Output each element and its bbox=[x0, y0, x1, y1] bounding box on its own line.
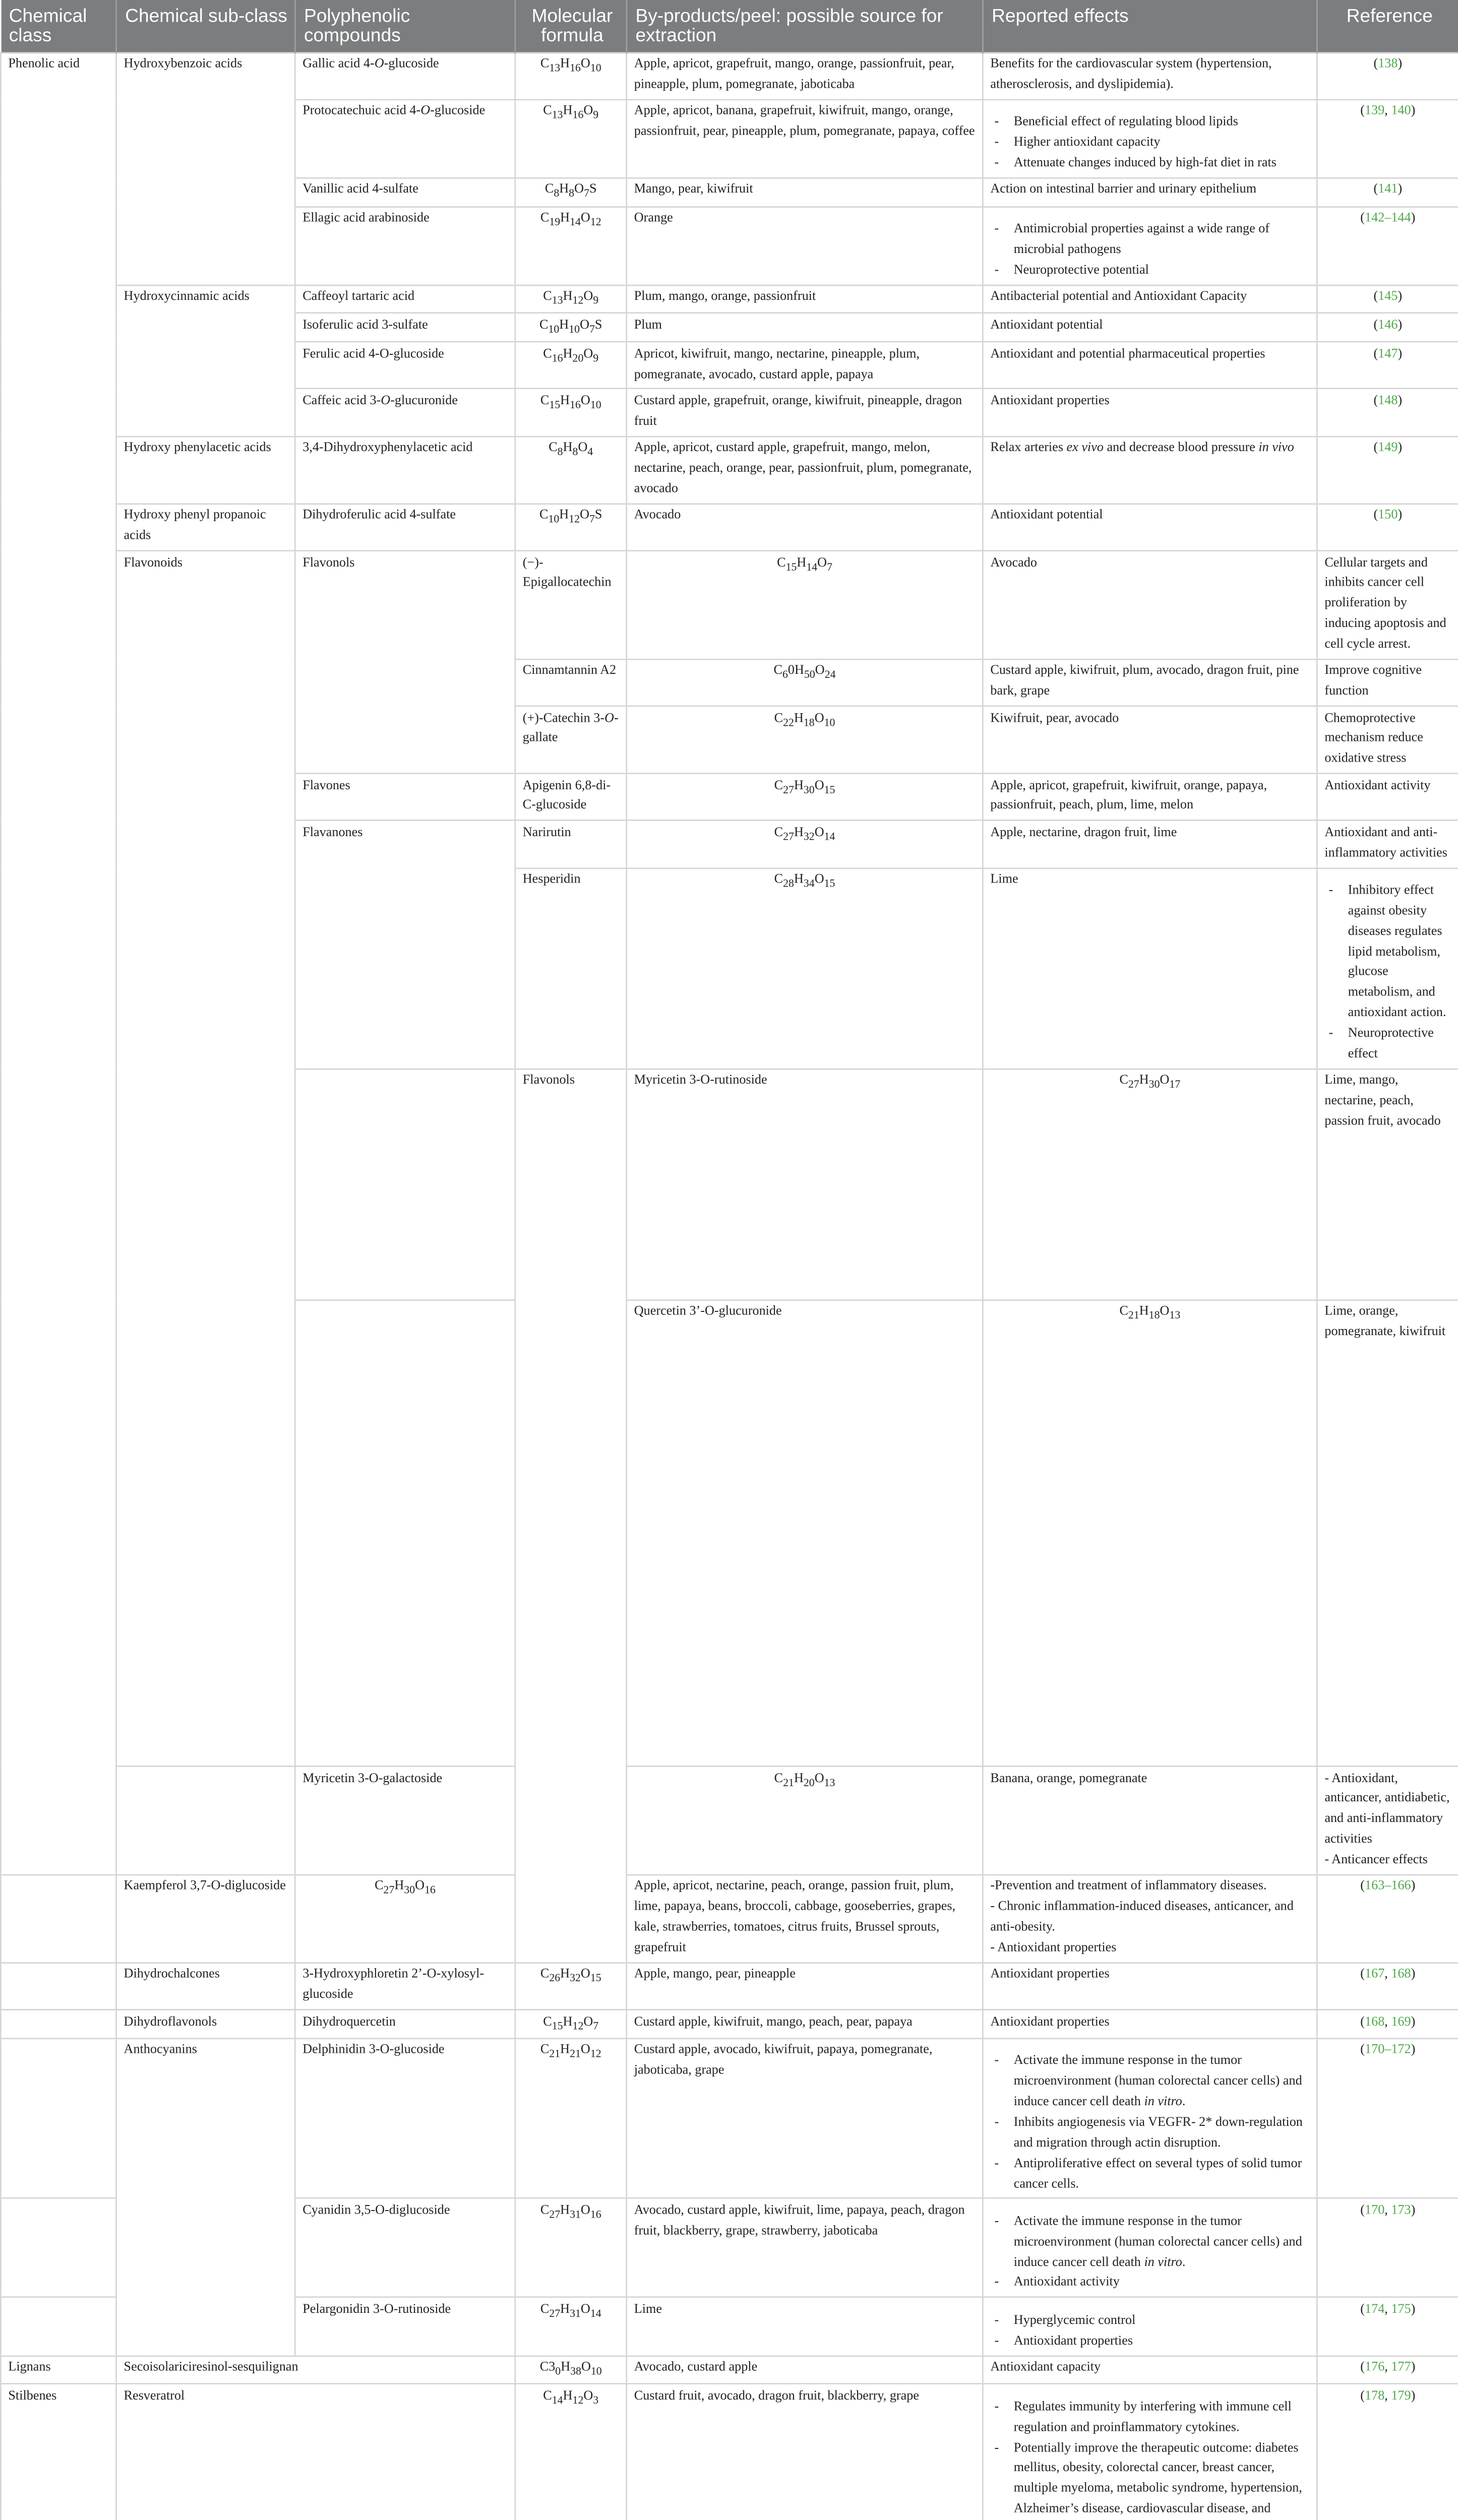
reported-effects-cell bbox=[1317, 1767, 1458, 1875]
table-row bbox=[1, 436, 1458, 503]
effects-line: - Antioxidant properties bbox=[990, 1940, 1117, 1956]
reference-cell bbox=[1317, 389, 1458, 436]
reference-link: 175 bbox=[1391, 2301, 1411, 2317]
reported-effects-cell: Relax arteries ex vivo and decrease blood pressure in vivo bbox=[983, 436, 1317, 503]
reported-effects-cell: Cellular targets and inhibits cancer cell proliferation by inducing apoptosis and cell cycle arrest. bbox=[1317, 551, 1458, 659]
molecular-formula-cell: $C_{27}H_{30}O_{16}$ bbox=[295, 1875, 515, 1963]
compound-cell: 3,4-Dihydroxyphenylacetic acid bbox=[295, 436, 515, 503]
reference-close-paren: ) bbox=[1411, 2202, 1416, 2218]
effects-list-item: - Neuroprotective potential bbox=[990, 261, 1309, 282]
reference-close-paren: ) bbox=[1398, 393, 1403, 409]
source-cell: Apple, mango, pear, pineapple bbox=[627, 1963, 983, 2009]
compound-cell: (+)-Catechin 3-O-gallate bbox=[515, 706, 627, 774]
chemical-subclass-cell: Flavanones bbox=[295, 821, 515, 1068]
reference-cell bbox=[1317, 207, 1458, 285]
reported-effects-cell: Antioxidant and potential pharmaceutical properties bbox=[983, 342, 1317, 389]
reference-cell bbox=[1317, 2010, 1458, 2039]
source-cell: Custard apple, grapefruit, orange, kiwifruit, pineapple, dragon fruit bbox=[627, 389, 983, 436]
compound-cell: Isoferulic acid 3-sulfate bbox=[295, 313, 515, 342]
reference-link: 179 bbox=[1391, 2388, 1411, 2404]
header-reported-effects: Reported effects bbox=[983, 0, 1317, 52]
compound-cell: Caffeic acid 3-O-glucuronide bbox=[295, 389, 515, 436]
chemical-subclass-cell: Secoisolariciresinol-sesquilignan bbox=[116, 2356, 515, 2384]
compound-cell: 3-Hydroxyphloretin 2’-O-xylosyl-glucoside bbox=[295, 1963, 515, 2009]
molecular-formula-cell: $C_{13}H_{16}O_9$ bbox=[515, 99, 627, 178]
chemical-class-cell bbox=[1, 2038, 116, 2198]
source-cell: Apple, apricot, banana, grapefruit, kiwifruit, mango, orange, passionfruit, pear, pineapple, plum, pomegranate, papaya, coffee bbox=[627, 99, 983, 178]
reference-cell bbox=[1317, 1875, 1458, 1963]
reference-link: 138 bbox=[1378, 56, 1398, 72]
reference-link: 170–172 bbox=[1365, 2042, 1411, 2058]
chemical-subclass-cell: Hydroxycinnamic acids bbox=[116, 285, 295, 436]
molecular-formula-cell: $C_{27}H_{31}O_{16}$ bbox=[515, 2198, 627, 2297]
source-cell: Apricot, kiwifruit, mango, nectarine, pineapple, plum, pomegranate, avocado, custard apple, papaya bbox=[627, 342, 983, 389]
compound-cell: Gallic acid 4-O-glucoside bbox=[295, 52, 515, 99]
reference-open-paren: ( bbox=[1373, 56, 1378, 72]
effects-list-item: - Hyperglycemic control bbox=[990, 2311, 1309, 2332]
effects-line: -Prevention and treatment of inflammatory diseases. bbox=[990, 1879, 1267, 1895]
effects-list-item: - Higher antioxidant capacity bbox=[990, 134, 1309, 154]
reference-close-paren: ) bbox=[1398, 318, 1403, 333]
table-row bbox=[1, 2384, 1458, 2520]
header-polyphenolic-compounds: Polyphenolic compounds bbox=[295, 0, 515, 52]
reference-link: 148 bbox=[1378, 393, 1398, 409]
compound-cell: Apigenin 6,8-di-C-glucoside bbox=[515, 774, 627, 821]
molecular-formula-cell: $C3_0H_{38}O_{10}$ bbox=[515, 2356, 627, 2384]
reference-open-paren: ( bbox=[1360, 103, 1365, 119]
molecular-formula-cell: $C_{27}H_{30}O_{17}$ bbox=[983, 1069, 1317, 1300]
source-cell: Banana, orange, pomegranate bbox=[983, 1767, 1317, 1875]
effects-list-item: - Activate the immune response in the tumor microenvironment (human colorectal cancer cells) and induce cancer cell death in vitro. bbox=[990, 2052, 1309, 2114]
reference-link: 149 bbox=[1378, 440, 1398, 456]
chemical-class-cell bbox=[1, 2010, 116, 2039]
chemical-class-cell: Lignans bbox=[1, 2356, 116, 2384]
reference-open-paren: ( bbox=[1360, 2202, 1365, 2218]
reference-cell bbox=[1317, 2038, 1458, 2198]
chemical-class-cell bbox=[295, 1069, 515, 1300]
table-row bbox=[1, 285, 1458, 313]
source-cell: Apple, apricot, grapefruit, kiwifruit, orange, papaya, passionfruit, peach, plum, lime, melon bbox=[983, 774, 1317, 821]
reference-link: 173 bbox=[1391, 2202, 1411, 2218]
reported-effects-cell bbox=[983, 1875, 1317, 1963]
table-row bbox=[1, 1963, 1458, 2009]
effects-list-item: - Inhibitory effect against obesity diseases regulates lipid metabolism, glucose metabolism, and antioxidant action. bbox=[1324, 881, 1451, 1025]
effects-list-item: - Antimicrobial properties against a wide range of microbial pathogens bbox=[990, 220, 1309, 261]
effects-list bbox=[990, 102, 1309, 174]
effects-list-item: - Antiproliferative effect on several types of solid tumor cancer cells. bbox=[990, 2154, 1309, 2195]
compound-cell: Narirutin bbox=[515, 821, 627, 867]
reported-effects-cell: Antioxidant and anti-inflammatory activities bbox=[1317, 821, 1458, 867]
chemical-subclass-cell: Hydroxy phenyl propanoic acids bbox=[116, 503, 295, 550]
reference-link: 178 bbox=[1365, 2388, 1385, 2404]
chemical-class-cell bbox=[1, 2298, 116, 2356]
chemical-subclass-cell: Hydroxybenzoic acids bbox=[116, 52, 295, 285]
reported-effects-cell: Antioxidant potential bbox=[983, 503, 1317, 550]
molecular-formula-cell: $C_{10}H_{10}O_7S$ bbox=[515, 313, 627, 342]
reference-link: 139 bbox=[1365, 103, 1385, 119]
source-cell: Avocado bbox=[983, 551, 1317, 659]
reported-effects-cell: Chemoprotective mechanism reduce oxidative stress bbox=[1317, 706, 1458, 774]
effects-list bbox=[990, 2387, 1309, 2520]
table-row bbox=[1, 2010, 1458, 2039]
chemical-subclass-cell: Flavonols bbox=[295, 551, 515, 774]
effects-line: - Antioxidant, anticancer, antidiabetic, and anti-inflammatory activities bbox=[1324, 1771, 1450, 1847]
effects-list-item: - Inhibits angiogenesis via VEGFR- 2* down-regulation and migration through actin disruption. bbox=[990, 2113, 1309, 2154]
effects-list bbox=[1324, 870, 1451, 1065]
reference-cell bbox=[1317, 178, 1458, 207]
reference-cell bbox=[1317, 503, 1458, 550]
source-cell: Orange bbox=[627, 207, 983, 285]
chemical-class-cell bbox=[1, 1963, 116, 2009]
reported-effects-cell: Antioxidant potential bbox=[983, 313, 1317, 342]
reference-cell bbox=[1317, 2356, 1458, 2384]
reference-open-paren: ( bbox=[1360, 2388, 1365, 2404]
effects-list-item: - Neuroprotective effect bbox=[1324, 1025, 1451, 1065]
reference-link: 141 bbox=[1378, 181, 1398, 197]
reference-close-paren: ) bbox=[1411, 1967, 1416, 1982]
compound-cell: Dihydroferulic acid 4-sulfate bbox=[295, 503, 515, 550]
source-cell: Kiwifruit, pear, avocado bbox=[983, 706, 1317, 774]
molecular-formula-cell: $C_{10}H_{12}O_7S$ bbox=[515, 503, 627, 550]
compound-cell: Protocatechuic acid 4-O-glucoside bbox=[295, 99, 515, 178]
source-cell: Lime bbox=[983, 868, 1317, 1069]
reference-separator: , bbox=[1384, 2301, 1391, 2317]
source-cell: Lime, mango, nectarine, peach, passion fruit, avocado bbox=[1317, 1069, 1458, 1300]
molecular-formula-cell: $C_{19}H_{14}O_{12}$ bbox=[515, 207, 627, 285]
reference-close-paren: ) bbox=[1411, 2388, 1416, 2404]
reference-open-paren: ( bbox=[1360, 1967, 1365, 1982]
table-row bbox=[1, 1767, 1458, 1875]
reported-effects-cell: Antioxidant properties bbox=[983, 2010, 1317, 2039]
reference-close-paren: ) bbox=[1398, 508, 1403, 523]
molecular-formula-cell: $C_{16}H_{20}O_9$ bbox=[515, 342, 627, 389]
header-row bbox=[1, 0, 1458, 52]
source-cell: Mango, pear, kiwifruit bbox=[627, 178, 983, 207]
reference-open-paren: ( bbox=[1360, 1879, 1365, 1895]
compound-cell: Kaempferol 3,7-O-diglucoside bbox=[116, 1875, 295, 1963]
reference-close-paren: ) bbox=[1398, 346, 1403, 361]
compound-cell: Ferulic acid 4-O-glucoside bbox=[295, 342, 515, 389]
reference-cell bbox=[1317, 342, 1458, 389]
reported-effects-cell: Antibacterial potential and Antioxidant Capacity bbox=[983, 285, 1317, 313]
reported-effects-cell bbox=[1317, 868, 1458, 1069]
reported-effects-cell bbox=[983, 207, 1317, 285]
source-cell: Custard fruit, avocado, dragon fruit, blackberry, grape bbox=[627, 2384, 983, 2520]
reference-cell bbox=[1317, 436, 1458, 503]
compound-cell: Delphinidin 3-O-glucoside bbox=[295, 2038, 515, 2198]
compound-cell: Ellagic acid arabinoside bbox=[295, 207, 515, 285]
reference-open-paren: ( bbox=[1360, 2301, 1365, 2317]
reference-open-paren: ( bbox=[1373, 181, 1378, 197]
compound-cell: (−)-Epigallocatechin bbox=[515, 551, 627, 659]
reference-separator: , bbox=[1384, 2202, 1391, 2218]
source-cell: Plum, mango, orange, passionfruit bbox=[627, 285, 983, 313]
reference-open-paren: ( bbox=[1373, 289, 1378, 304]
header-reference: Reference bbox=[1317, 0, 1458, 52]
effects-list bbox=[990, 2201, 1309, 2294]
compound-cell: Myricetin 3-O-rutinoside bbox=[627, 1069, 983, 1300]
reference-link: 150 bbox=[1378, 508, 1398, 523]
reference-separator: , bbox=[1384, 1967, 1391, 1982]
reference-link: 168 bbox=[1365, 2013, 1385, 2029]
reference-open-paren: ( bbox=[1373, 393, 1378, 409]
reference-link: 177 bbox=[1391, 2359, 1411, 2375]
reference-link: 169 bbox=[1391, 2013, 1411, 2029]
table-row bbox=[1, 503, 1458, 550]
reference-open-paren: ( bbox=[1373, 440, 1378, 456]
reference-cell bbox=[1317, 52, 1458, 99]
reference-open-paren: ( bbox=[1373, 508, 1378, 523]
source-cell: Apple, apricot, custard apple, grapefruit, mango, melon, nectarine, peach, orange, pear, passionfruit, plum, pomegranate, avocado bbox=[627, 436, 983, 503]
header-chemical-class: Chemical class bbox=[1, 0, 116, 52]
reported-effects-cell: Antioxidant properties bbox=[983, 389, 1317, 436]
reference-cell bbox=[1317, 313, 1458, 342]
chemical-subclass-cell: Dihydroflavonols bbox=[116, 2010, 295, 2039]
effects-list bbox=[990, 2300, 1309, 2352]
reported-effects-cell bbox=[983, 2038, 1317, 2198]
table-body bbox=[1, 52, 1458, 2520]
reference-link: 146 bbox=[1378, 318, 1398, 333]
molecular-formula-cell: $C_{14}H_{12}O_3$ bbox=[515, 2384, 627, 2520]
reported-effects-cell: Action on intestinal barrier and urinary epithelium bbox=[983, 178, 1317, 207]
molecular-formula-cell: $C_{21}H_{20}O_{13}$ bbox=[627, 1767, 983, 1875]
molecular-formula-cell: $C_{27}H_{32}O_{14}$ bbox=[627, 821, 983, 867]
chemical-subclass-cell: Hydroxy phenylacetic acids bbox=[116, 436, 295, 503]
compound-cell: Cinnamtannin A2 bbox=[515, 659, 627, 706]
effects-list-item: - Activate the immune response in the tumor microenvironment (human colorectal cancer cells) and induce cancer cell death in vitro. bbox=[990, 2213, 1309, 2274]
effects-list bbox=[990, 2041, 1309, 2195]
source-cell: Apple, apricot, grapefruit, mango, orange, passionfruit, pear, pineapple, plum, pomegranate, jaboticaba bbox=[627, 52, 983, 99]
chemical-class-cell bbox=[116, 1767, 295, 1875]
molecular-formula-cell: $C_{15}H_{14}O_7$ bbox=[627, 551, 983, 659]
reference-cell bbox=[1317, 2298, 1458, 2356]
effects-list bbox=[990, 209, 1309, 281]
reference-link: 147 bbox=[1378, 346, 1398, 361]
chemical-subclass-cell: Resveratrol bbox=[116, 2384, 515, 2520]
compound-cell: Dihydroquercetin bbox=[295, 2010, 515, 2039]
compound-cell: Cyanidin 3,5-O-diglucoside bbox=[295, 2198, 515, 2297]
compound-cell: Hesperidin bbox=[515, 868, 627, 1069]
molecular-formula-cell: $C_{28}H_{34}O_{15}$ bbox=[627, 868, 983, 1069]
molecular-formula-cell: $C_60H_{50}O_{24}$ bbox=[627, 659, 983, 706]
reference-close-paren: ) bbox=[1411, 2042, 1416, 2058]
table-row bbox=[1, 1875, 1458, 1963]
reference-link: 170 bbox=[1365, 2202, 1385, 2218]
effects-list-item: - Antioxidant properties bbox=[990, 2332, 1309, 2352]
reference-link: 174 bbox=[1365, 2301, 1385, 2317]
reported-effects-cell bbox=[983, 2384, 1317, 2520]
effects-line: - Anticancer effects bbox=[1324, 1852, 1428, 1868]
molecular-formula-cell: $C_{13}H_{12}O_9$ bbox=[515, 285, 627, 313]
reference-close-paren: ) bbox=[1398, 181, 1403, 197]
molecular-formula-cell: $C_{15}H_{12}O_7$ bbox=[515, 2010, 627, 2039]
effects-list-item: - Potentially improve the therapeutic outcome: diabetes mellitus, obesity, colorectal cancer, breast cancer, multiple myeloma, metabolic syndrome, hypertension, Alzheimer’s disease, cardiovascular disease, and bbox=[990, 2439, 1309, 2520]
molecular-formula-cell: $C_{27}H_{30}O_{15}$ bbox=[627, 774, 983, 821]
chemical-subclass-cell: Flavonols bbox=[515, 1069, 627, 1963]
reported-effects-cell: Improve cognitive function bbox=[1317, 659, 1458, 706]
reference-close-paren: ) bbox=[1411, 1879, 1416, 1895]
chemical-class-cell: Stilbenes bbox=[1, 2384, 116, 2520]
chemical-class-cell: Flavonoids bbox=[116, 551, 295, 1767]
reference-cell bbox=[1317, 285, 1458, 313]
reported-effects-cell bbox=[983, 99, 1317, 178]
reference-open-paren: ( bbox=[1360, 2042, 1365, 2058]
reference-close-paren: ) bbox=[1411, 2013, 1416, 2029]
effects-list-item: - Attenuate changes induced by high-fat diet in rats bbox=[990, 154, 1309, 174]
reference-close-paren: ) bbox=[1411, 2359, 1416, 2375]
compound-cell: Vanillic acid 4-sulfate bbox=[295, 178, 515, 207]
reported-effects-cell bbox=[983, 2198, 1317, 2297]
header-chemical-subclass: Chemical sub-class bbox=[116, 0, 295, 52]
reference-link: 176 bbox=[1365, 2359, 1385, 2375]
reference-open-paren: ( bbox=[1360, 210, 1365, 226]
reference-separator: , bbox=[1384, 2388, 1391, 2404]
reported-effects-cell: Antioxidant capacity bbox=[983, 2356, 1317, 2384]
molecular-formula-cell: $C_{15}H_{16}O_{10}$ bbox=[515, 389, 627, 436]
header-molecular-formula: Molecular formula bbox=[515, 0, 627, 52]
source-cell: Lime bbox=[627, 2298, 983, 2356]
reported-effects-cell: Antioxidant activity bbox=[1317, 774, 1458, 821]
molecular-formula-cell: $C_{27}H_{31}O_{14}$ bbox=[515, 2298, 627, 2356]
source-cell: Apple, nectarine, dragon fruit, lime bbox=[983, 821, 1317, 867]
source-cell: Avocado bbox=[627, 503, 983, 550]
reference-link: 145 bbox=[1378, 289, 1398, 304]
reference-cell bbox=[1317, 1963, 1458, 2009]
header-source: By-products/peel: possible source for extraction bbox=[627, 0, 983, 52]
reference-cell bbox=[1317, 2384, 1458, 2520]
compound-cell: Quercetin 3’-O-glucuronide bbox=[627, 1300, 983, 1767]
molecular-formula-cell: $C_{22}H_{18}O_{10}$ bbox=[627, 706, 983, 774]
chemical-subclass-cell: Dihydrochalcones bbox=[116, 1963, 295, 2009]
chemical-class-cell bbox=[1, 1875, 116, 1963]
reference-link: 163–166 bbox=[1365, 1879, 1411, 1895]
source-cell: Avocado, custard apple bbox=[627, 2356, 983, 2384]
reference-separator: , bbox=[1384, 2013, 1391, 2029]
compound-cell: Caffeoyl tartaric acid bbox=[295, 285, 515, 313]
reference-link: 140 bbox=[1391, 103, 1411, 119]
reference-open-paren: ( bbox=[1373, 346, 1378, 361]
chemical-subclass-cell: Flavones bbox=[295, 774, 515, 821]
table-row bbox=[1, 2038, 1458, 2198]
molecular-formula-cell: $C_8H_8O_7S$ bbox=[515, 178, 627, 207]
reference-open-paren: ( bbox=[1373, 318, 1378, 333]
source-cell: Lime, orange, pomegranate, kiwifruit bbox=[1317, 1300, 1458, 1767]
table-header bbox=[1, 0, 1458, 52]
reference-close-paren: ) bbox=[1411, 2301, 1416, 2317]
effects-list-item: - Beneficial effect of regulating blood lipids bbox=[990, 113, 1309, 134]
molecular-formula-cell: $C_{26}H_{32}O_{15}$ bbox=[515, 1963, 627, 2009]
reference-link: 142–144 bbox=[1365, 210, 1411, 226]
source-cell: Avocado, custard apple, kiwifruit, lime, papaya, peach, dragon fruit, blackberry, grape, strawberry, jaboticaba bbox=[627, 2198, 983, 2297]
table-row bbox=[1, 52, 1458, 99]
reference-open-paren: ( bbox=[1360, 2359, 1365, 2375]
reference-cell bbox=[1317, 2198, 1458, 2297]
source-cell: Custard apple, avocado, kiwifruit, papaya, pomegranate, jaboticaba, grape bbox=[627, 2038, 983, 2198]
reference-open-paren: ( bbox=[1360, 2013, 1365, 2029]
source-cell: Plum bbox=[627, 313, 983, 342]
reference-link: 168 bbox=[1391, 1967, 1411, 1982]
chemical-class-cell bbox=[295, 1300, 515, 1767]
molecular-formula-cell: $C_{13}H_{16}O_{10}$ bbox=[515, 52, 627, 99]
molecular-formula-cell: $C_{21}H_{21}O_{12}$ bbox=[515, 2038, 627, 2198]
chemical-class-cell: Phenolic acid bbox=[1, 52, 116, 1875]
reference-link: 167 bbox=[1365, 1967, 1385, 1982]
effects-list-item: - Antioxidant activity bbox=[990, 2274, 1309, 2294]
reference-separator: , bbox=[1384, 103, 1391, 119]
source-cell: Apple, apricot, nectarine, peach, orange, passion fruit, plum, lime, papaya, beans, broccoli, cabbage, gooseberries, grapes, kale, strawberries, tomatoes, citrus fruits, Brussel sprouts, grapefruit bbox=[627, 1875, 983, 1963]
table-row bbox=[1, 2356, 1458, 2384]
source-cell: Custard apple, kiwifruit, plum, avocado, dragon fruit, pine bark, grape bbox=[983, 659, 1317, 706]
molecular-formula-cell: $C_{21}H_{18}O_{13}$ bbox=[983, 1300, 1317, 1767]
reported-effects-cell bbox=[983, 2298, 1317, 2356]
reported-effects-cell: Benefits for the cardiovascular system (hypertension, atherosclerosis, and dyslipidemia). bbox=[983, 52, 1317, 99]
reference-close-paren: ) bbox=[1398, 289, 1403, 304]
compound-cell: Myricetin 3-O-galactoside bbox=[295, 1767, 515, 1875]
reference-separator: , bbox=[1384, 2359, 1391, 2375]
effects-list-item: - Regulates immunity by interfering with immune cell regulation and proinflammatory cytokines. bbox=[990, 2398, 1309, 2439]
table-row bbox=[1, 551, 1458, 659]
reference-close-paren: ) bbox=[1398, 56, 1403, 72]
reference-cell bbox=[1317, 99, 1458, 178]
chemical-class-cell bbox=[1, 2198, 116, 2297]
compound-cell: Pelargonidin 3-O-rutinoside bbox=[295, 2298, 515, 2356]
reference-close-paren: ) bbox=[1398, 440, 1403, 456]
reference-close-paren: ) bbox=[1411, 210, 1416, 226]
source-cell: Custard apple, kiwifruit, mango, peach, pear, papaya bbox=[627, 2010, 983, 2039]
reference-close-paren: ) bbox=[1411, 103, 1416, 119]
chemical-subclass-cell: Anthocyanins bbox=[116, 2038, 295, 2355]
reported-effects-cell: Antioxidant properties bbox=[983, 1963, 1317, 2009]
effects-line: - Chronic inflammation-induced diseases, anticancer, and anti-obesity. bbox=[990, 1899, 1294, 1935]
molecular-formula-cell: $C_8H_8O_4$ bbox=[515, 436, 627, 503]
